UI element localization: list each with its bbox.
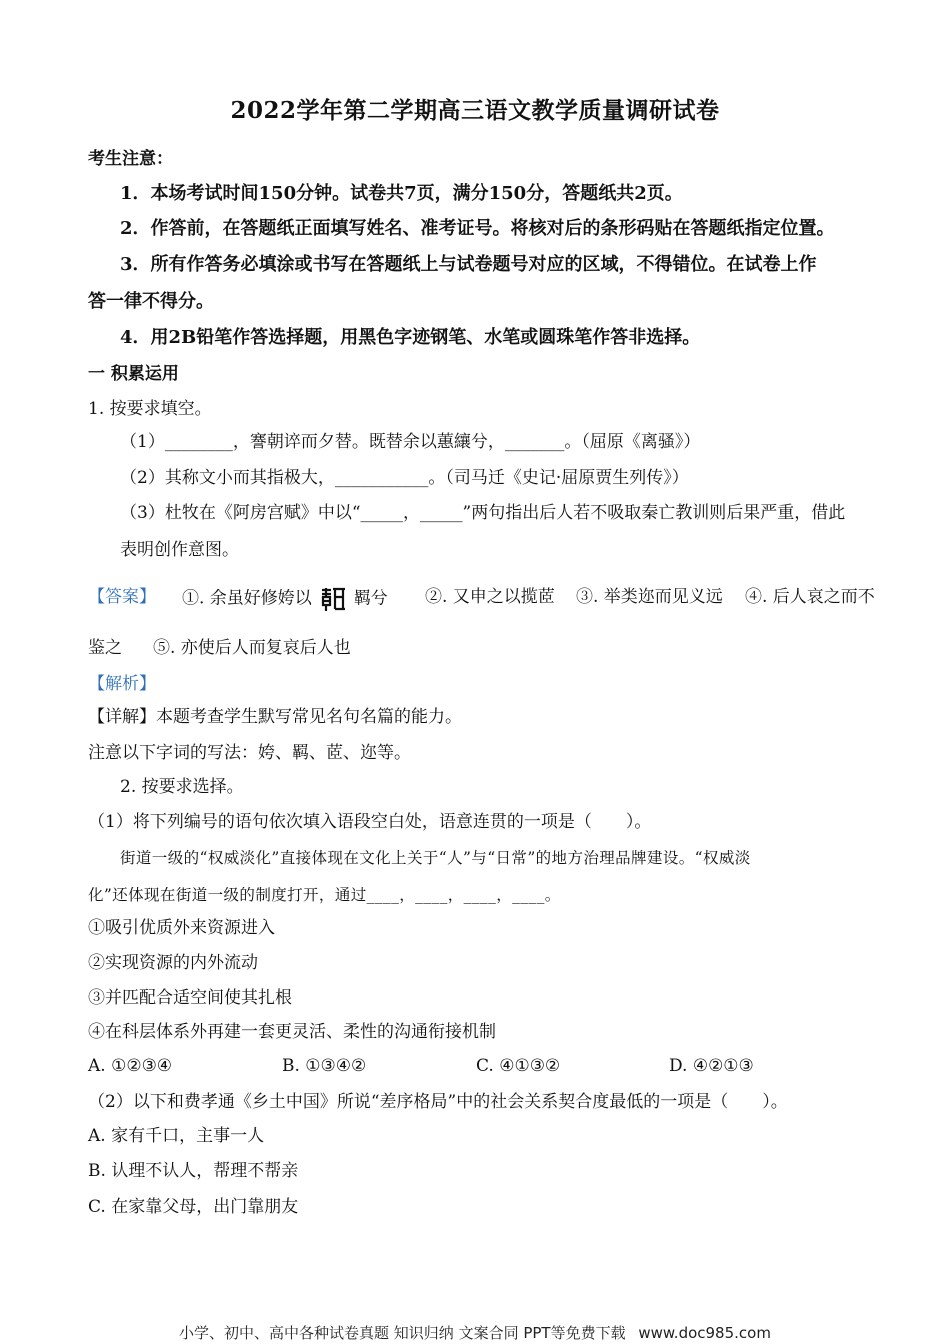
answer-1-text: ①. 余虽好修姱以 bbox=[182, 588, 312, 609]
q2-passage: 街道一级的“权威淡化”直接体现在文化上关于“人”与“日常”的地方治理品牌建设。“权威淡 bbox=[120, 849, 751, 867]
option-b: B. ①③④② bbox=[282, 1056, 367, 1076]
q1-sub3: （3）杜牧在《阿房宫赋》中以“_____，_____”两句指出后人若不吸取秦亡教训则后果严重，借此 bbox=[120, 503, 846, 523]
option-d: D. ④②①③ bbox=[669, 1056, 754, 1076]
answer-3: ③. 举类迩而见义远 bbox=[576, 587, 723, 607]
option-a: A. ①②③④ bbox=[88, 1056, 173, 1076]
q2-prompt: 2. 按要求选择。 bbox=[120, 777, 244, 797]
q2-item-2: ②实现资源的内外流动 bbox=[88, 953, 258, 973]
footer-text: 小学、初中、高中各种试卷真题 知识归纳 文案合同 PPT等免费下载 bbox=[179, 1324, 626, 1342]
answer-2: ②. 又申之以揽茝 bbox=[425, 587, 555, 607]
footer bbox=[0, 1322, 950, 1343]
answer-tag: 【答案】 bbox=[88, 587, 156, 607]
option-c: C. ④①③② bbox=[476, 1056, 561, 1076]
notice-item-3-cont: 答一律不得分。 bbox=[88, 291, 214, 312]
detail-text: 【详解】本题考查学生默写常见名句名篇的能力。 bbox=[88, 707, 462, 727]
answer-4: ④. 后人哀之而不 bbox=[745, 587, 875, 607]
notice-heading: 考生注意： bbox=[88, 149, 173, 169]
q2-item-4: ④在科层体系外再建一套更灵活、柔性的沟通衔接机制 bbox=[88, 1022, 496, 1042]
footer-url[interactable]: www.doc985.com bbox=[638, 1324, 771, 1342]
q2-item-3: ③并匹配合适空间使其扎根 bbox=[88, 988, 292, 1008]
notice-item-4: 4．用2B铅笔作答选择题，用黑色字迹钢笔、水笔或圆珠笔作答非选择。 bbox=[120, 327, 701, 348]
q2-sub2-option-a: A. 家有千口，主事一人 bbox=[88, 1126, 265, 1146]
answer-5: ⑤. 亦使后人而复哀后人也 bbox=[153, 638, 351, 658]
q2-sub2-option-b: B. 认理不认人，帮理不帮亲 bbox=[88, 1161, 299, 1181]
section-heading: 一 积累运用 bbox=[88, 364, 179, 384]
q1-sub3-cont: 表明创作意图。 bbox=[120, 540, 239, 560]
q1-sub1: （1）________，謇朝谇而夕替。既替余以蕙纕兮，_______。（屈原《离骚》） bbox=[120, 432, 701, 452]
rare-character-image bbox=[318, 585, 348, 613]
answer-4-cont: 鉴之 bbox=[88, 638, 122, 658]
answer-1-text-end: 羁兮 bbox=[353, 588, 388, 609]
answer-line bbox=[88, 585, 156, 609]
answer-1 bbox=[182, 585, 388, 613]
notice-item-1: 1．本场考试时间150分钟。试卷共7页，满分150分，答题纸共2页。 bbox=[120, 183, 683, 204]
notice-item-2: 2．作答前，在答题纸正面填写姓名、准考证号。将核对后的条形码贴在答题纸指定位置。 bbox=[120, 218, 835, 239]
q1-sub2: （2）其称文小而其指极大，___________。（司马迁《史记·屈原贾生列传》） bbox=[120, 468, 689, 488]
q2-sub2: （2）以下和费孝通《乡土中国》所说“差序格局”中的社会关系契合度最低的一项是（ ）。 bbox=[88, 1092, 788, 1112]
q2-sub1: （1）将下列编号的语句依次填入语段空白处，语意连贯的一项是（ ）。 bbox=[88, 812, 652, 832]
exam-title: 2022学年第二学期高三语文教学质量调研试卷 bbox=[230, 97, 720, 124]
q1-prompt: 1. 按要求填空。 bbox=[88, 399, 212, 419]
q2-sub2-option-c: C. 在家靠父母，出门靠朋友 bbox=[88, 1197, 299, 1217]
q2-passage-cont: 化”还体现在街道一级的制度打开，通过____，____，____，____。 bbox=[88, 886, 561, 904]
notice-item-3: 3．所有作答务必填涂或书写在答题纸上与试卷题号对应的区域，不得错位。在试卷上作 bbox=[120, 254, 817, 275]
q2-item-1: ①吸引优质外来资源进入 bbox=[88, 918, 275, 938]
analysis-tag: 【解析】 bbox=[88, 674, 156, 694]
note-text: 注意以下字词的写法：姱、羁、茝、迩等。 bbox=[88, 743, 411, 763]
